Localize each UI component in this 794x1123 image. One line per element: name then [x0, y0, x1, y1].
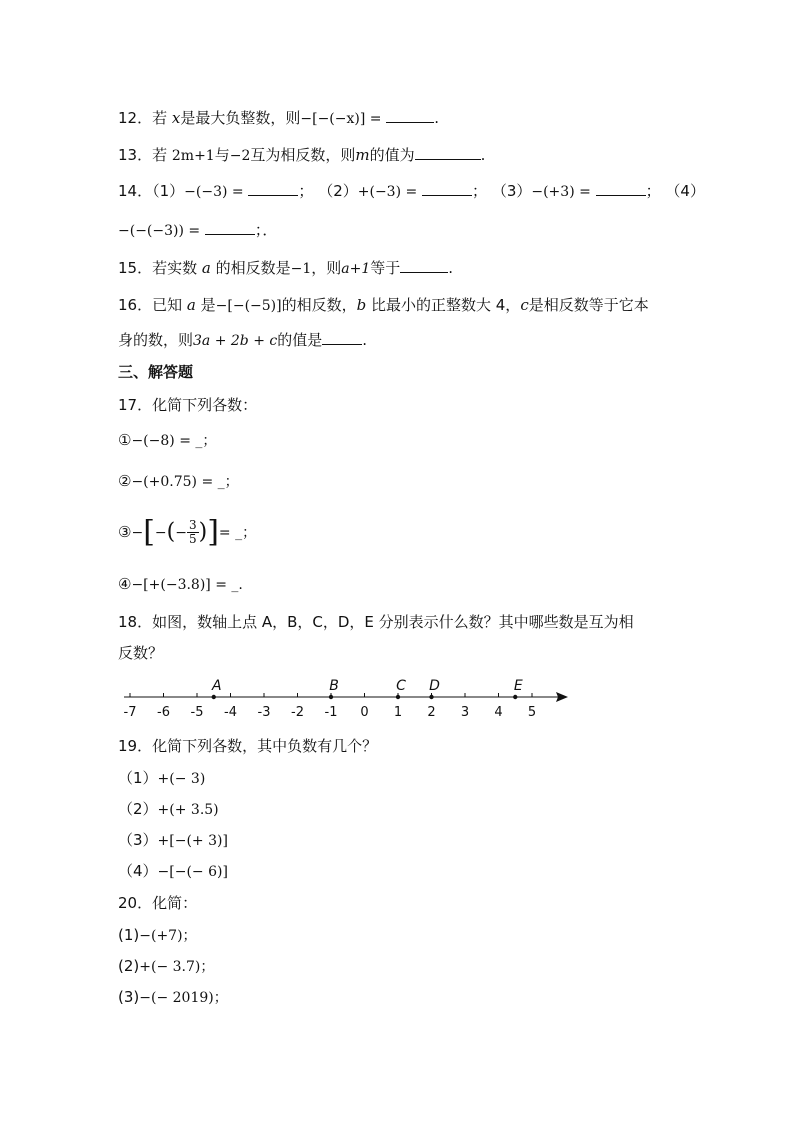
denominator: 5: [188, 532, 197, 546]
item-label: ②: [118, 472, 132, 490]
text: .: [434, 109, 440, 127]
text: ；: [645, 182, 661, 200]
right-bracket: ]: [207, 514, 219, 550]
q19-item-4: [118, 861, 228, 882]
q17-item-2: [118, 471, 239, 492]
question-15: [118, 258, 453, 279]
text: .: [448, 259, 454, 277]
math-expression: a+1: [341, 261, 371, 277]
question-17-title: 17．化简下列各数：: [118, 396, 258, 414]
tick-label: -7: [123, 705, 137, 720]
question-20-title: 20．化简：: [118, 894, 198, 912]
var-a: a: [201, 259, 211, 277]
text: 若实数: [152, 259, 198, 277]
question-number: 13．: [118, 146, 153, 164]
q17-item-1: [118, 430, 216, 451]
tick-label: 2: [427, 705, 436, 720]
text: 的相反数是: [215, 259, 291, 277]
answer-blank[interactable]: [400, 258, 448, 273]
math-expression: −(− 2019)；: [139, 990, 228, 1006]
point-b-dot: [329, 695, 333, 699]
math-expression: −[+(−3.8)] = _.: [131, 577, 243, 593]
question-18-line2: 反数？: [118, 644, 164, 662]
q19-item-1: [118, 768, 205, 789]
text: 是最大负整数，则: [180, 109, 301, 127]
point-d-dot: [429, 695, 433, 699]
tick-label: -5: [190, 705, 204, 720]
item-label: (2): [118, 957, 140, 975]
math-expression: −2: [229, 148, 251, 164]
point-a-dot: [212, 695, 216, 699]
tick-label: 4: [494, 705, 503, 720]
question-16-cont: [118, 330, 367, 351]
answer-blank[interactable]: [415, 145, 481, 160]
part-label: （3）: [491, 182, 532, 200]
left-bracket: [: [143, 514, 155, 550]
question-12: [118, 108, 439, 129]
math-sign: −: [154, 525, 167, 541]
point-c-label: C: [396, 678, 406, 694]
tick-label: -2: [291, 705, 304, 720]
text: 的相反数，: [281, 296, 357, 314]
answer-blank[interactable]: [386, 108, 434, 123]
tick-label: -1: [324, 705, 338, 720]
math-expression: +(+ 3.5): [157, 802, 219, 818]
fraction: [187, 519, 199, 546]
question-14-cont: [118, 220, 277, 241]
part-label: （2）: [318, 182, 358, 200]
math-expression: −(−(−3)) =: [118, 223, 201, 239]
item-label: （1）: [118, 769, 158, 787]
part-label: （4）: [665, 182, 705, 200]
text: ，则: [311, 259, 342, 277]
tick-label: -3: [257, 705, 271, 720]
q20-item-3: [118, 987, 228, 1008]
math-expression: −[−(−5)]: [215, 298, 282, 314]
math-expression: −1: [290, 261, 312, 277]
answer-blank[interactable]: [205, 220, 255, 235]
answer-blank[interactable]: [322, 330, 362, 345]
text: ；．: [254, 221, 278, 239]
item-label: ③: [118, 523, 132, 541]
var-b: b: [356, 296, 367, 314]
q19-item-3: [118, 830, 228, 851]
right-paren: ): [198, 519, 208, 545]
point-b-label: B: [329, 678, 339, 694]
q17-item-4: [118, 574, 243, 595]
item-label: （4）: [118, 862, 158, 880]
numerator: 3: [188, 518, 197, 532]
q20-item-2: [118, 956, 214, 977]
math-expression: −(+0.75) = _；: [131, 474, 239, 490]
item-label: ①: [118, 431, 132, 449]
question-14: [118, 181, 705, 202]
text: .: [362, 331, 368, 349]
math-expression: −[−(− 6)]: [157, 864, 228, 880]
point-e-dot: [513, 695, 517, 699]
q20-item-1: [118, 925, 197, 946]
math-expression: +(− 3): [157, 771, 206, 787]
var-a: a: [186, 296, 196, 314]
math-sign: −: [175, 525, 187, 541]
section-heading: 三、解答题: [118, 363, 194, 381]
q19-item-2: [118, 799, 219, 820]
var-c: c: [520, 296, 529, 314]
math-expression: +(− 3.7)；: [139, 959, 215, 975]
text: ；: [298, 182, 314, 200]
q17-item-3: [118, 512, 256, 552]
text: 互为相反数，则: [250, 146, 356, 164]
text: 与: [214, 146, 230, 164]
text: 是相反数等于它本: [528, 296, 649, 314]
question-16: [118, 295, 649, 316]
math-expression: +[−(+ 3)]: [157, 833, 228, 849]
tick-label: 5: [527, 705, 537, 720]
question-18-line1: 18．如图，数轴上点 A，B，C，D，E 分别表示什么数？其中哪些数是互为相: [118, 613, 634, 631]
math-expression: 2m+1: [171, 148, 215, 164]
math-expression: −(−8) = _；: [131, 433, 217, 449]
point-d-label: D: [429, 678, 440, 694]
item-label: (1): [118, 926, 140, 944]
item-label: (3): [118, 988, 140, 1006]
math-expression: −(+3) =: [531, 184, 591, 200]
question-number: 12．: [118, 109, 153, 127]
question-number: 16．: [118, 296, 153, 314]
text: 等于: [370, 259, 401, 277]
answer-blank[interactable]: [422, 181, 472, 196]
math-expression: +(−3) =: [357, 184, 418, 200]
var-x: x: [171, 109, 181, 127]
text: 若: [152, 146, 168, 164]
math-expression: −(+7)；: [139, 928, 197, 944]
tick-label: 0: [360, 705, 369, 720]
math-expression: = _；: [218, 525, 257, 541]
question-number: 15．: [118, 259, 153, 277]
answer-blank[interactable]: [248, 181, 298, 196]
text: 已知: [152, 296, 183, 314]
var-m: m: [355, 146, 370, 164]
point-a-label: A: [211, 678, 222, 694]
item-label: （3）: [118, 831, 158, 849]
math-expression: 3a + 2b + c: [193, 333, 278, 349]
point-c-dot: [396, 695, 400, 699]
point-e-label: E: [513, 678, 523, 694]
text: ；: [472, 182, 488, 200]
item-label: （2）: [118, 800, 158, 818]
text: 的值为: [369, 146, 415, 164]
text: 身的数，则: [118, 331, 194, 349]
answer-blank[interactable]: [596, 181, 646, 196]
question-19-title: 19．化简下列各数，其中负数有几个？: [118, 737, 378, 755]
left-paren: (: [166, 519, 176, 545]
tick-label: 1: [393, 705, 403, 720]
question-13: [118, 145, 485, 166]
math-sign: −: [131, 525, 144, 541]
text: 若: [152, 109, 168, 127]
math-expression: −(−3) =: [184, 184, 244, 200]
text: 比最小的正整数大 4，: [371, 296, 521, 314]
tick-label: 3: [460, 705, 470, 720]
math-expression: −[−(−x)] =: [300, 111, 382, 127]
text: 是: [200, 296, 216, 314]
text: 的值是: [277, 331, 323, 349]
part-label: （1）: [152, 182, 185, 200]
tick-label: -4: [224, 705, 237, 720]
question-number: 14．: [118, 182, 153, 200]
number-line: [0, 672, 794, 732]
item-label: ④: [118, 575, 132, 593]
text: .: [480, 146, 486, 164]
tick-label: -6: [157, 705, 170, 720]
